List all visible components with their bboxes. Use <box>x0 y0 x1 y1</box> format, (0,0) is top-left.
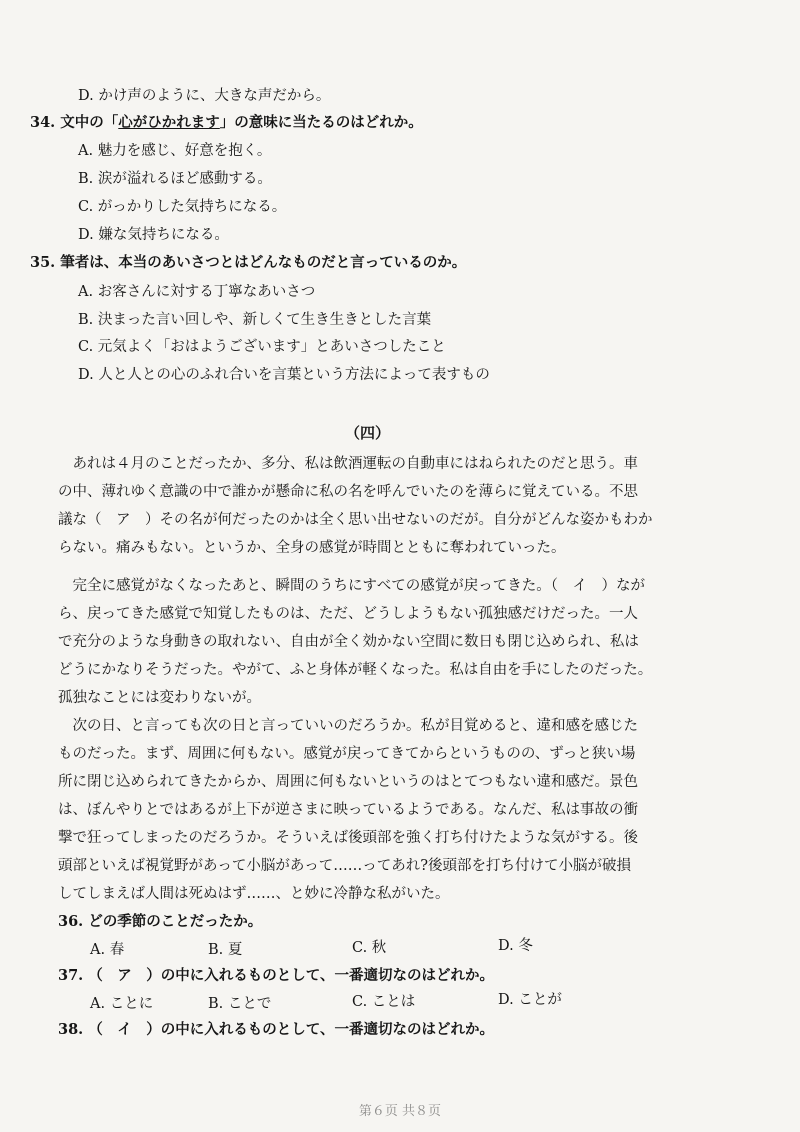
passage-line: の中、薄れゆく意識の中で誰かが懸命に私の名を呼んでいたのを薄らに覚えている。不思 <box>58 484 638 500</box>
section-heading: （四） <box>345 424 391 442</box>
passage-line: らない。痛みもない。というか、全身の感覚が時間とともに奪われていった。 <box>58 540 566 556</box>
passage-line: で充分のような身動きの取れない、自由が全く効かない空間に数日も閉じ込められ、私は <box>58 634 639 650</box>
passage-line: あれは４月のことだったか、多分、私は飲酒運転の自動車にはねられたのだと思う。車 <box>58 456 638 472</box>
q34-stem-post: 」の意味に当たるのはどれか。 <box>219 114 423 131</box>
q36-option-b: B. 夏 <box>208 942 243 958</box>
passage-line: 孤独なことには変わりないが。 <box>58 690 261 706</box>
passage-line: してしまえば人間は死ぬはず……、と妙に冷静な私がいた。 <box>58 886 450 902</box>
passage-line: 撃で狂ってしまったのだろうか。そういえば後頭部を強く打ち付けたような気がする。後 <box>58 830 638 846</box>
q36-stem: 36. どの季節のことだったか。 <box>58 913 263 930</box>
q35-option-a: A. お客さんに対する丁寧なあいさつ <box>78 284 316 300</box>
q34-option-d: D. 嫌な気持ちになる。 <box>78 227 229 243</box>
q33-option-d: D. かけ声のように、大きな声だから。 <box>78 88 331 104</box>
passage-line: 完全に感覚がなくなったあと、瞬間のうちにすべての感覚が戻ってきた。（ イ ）なが <box>58 578 645 594</box>
q37-option-d: D. ことが <box>498 992 562 1008</box>
passage-line: 所に閉じ込められてきたからか、周囲に何もないというのはとてつもない違和感だ。景色 <box>58 774 638 790</box>
passage-line: 頭部といえば視覚野があって小脳があって……ってあれ?後頭部を打ち付けて小脳が破損 <box>58 858 631 874</box>
page-number: 第６页 共８页 <box>358 1104 442 1119</box>
q34-option-c: C. がっかりした気持ちになる。 <box>78 199 287 215</box>
q38-stem: 38. （ イ ）の中に入れるものとして、一番適切なのはどれか。 <box>58 1021 494 1038</box>
q37-option-c: C. ことは <box>352 994 416 1010</box>
q34-option-a: A. 魅力を感じ、好意を抱く。 <box>78 143 272 159</box>
q35-option-b: B. 決まった言い回しや、新しくて生き生きとした言葉 <box>78 312 432 328</box>
q36-option-d: D. 冬 <box>498 938 533 954</box>
passage-line: 議な（ ア ）その名が何だったのかは全く思い出せないのだが。自分がどんな姿かもわか <box>58 512 653 528</box>
passage-line: 次の日、と言っても次の日と言っていいのだろうか。私が目覚めると、違和感を感じた <box>58 718 638 734</box>
q34-stem <box>30 113 423 133</box>
q34-underlined-phrase: 心がひかれます <box>118 114 220 131</box>
passage-line: は、ぼんやりとではあるが上下が逆さまに映っているようである。なんだ、私は事故の衝 <box>58 802 638 818</box>
q35-option-d: D. 人と人との心のふれ合いを言葉という方法によって表すもの <box>78 367 490 383</box>
q37-option-a: A. ことに <box>90 996 154 1012</box>
q35-option-c: C. 元気よく「おはようございます」とあいさつしたこと <box>78 339 446 355</box>
q36-option-c: C. 秋 <box>352 940 387 956</box>
q37-stem: 37. （ ア ）の中に入れるものとして、一番適切なのはどれか。 <box>58 967 494 984</box>
passage-line: どうにかなりそうだった。やがて、ふと身体が軽くなった。私は自由を手にしたのだった。 <box>58 662 653 678</box>
q34-stem-pre: 34. 文中の「 <box>30 114 119 131</box>
q37-option-b: B. ことで <box>208 996 272 1012</box>
q34-option-b: B. 涙が溢れるほど感動する。 <box>78 171 272 187</box>
q35-stem: 35. 筆者は、本当のあいさつとはどんなものだと言っているのか。 <box>30 254 467 271</box>
q36-option-a: A. 春 <box>90 942 125 958</box>
passage-line: ら、戻ってきた感覚で知覚したものは、ただ、どうしようもない孤独感だけだった。一人 <box>58 606 638 622</box>
passage-line: ものだった。まず、周囲に何もない。感覚が戻ってきてからというものの、ずっと狭い場 <box>58 746 636 762</box>
